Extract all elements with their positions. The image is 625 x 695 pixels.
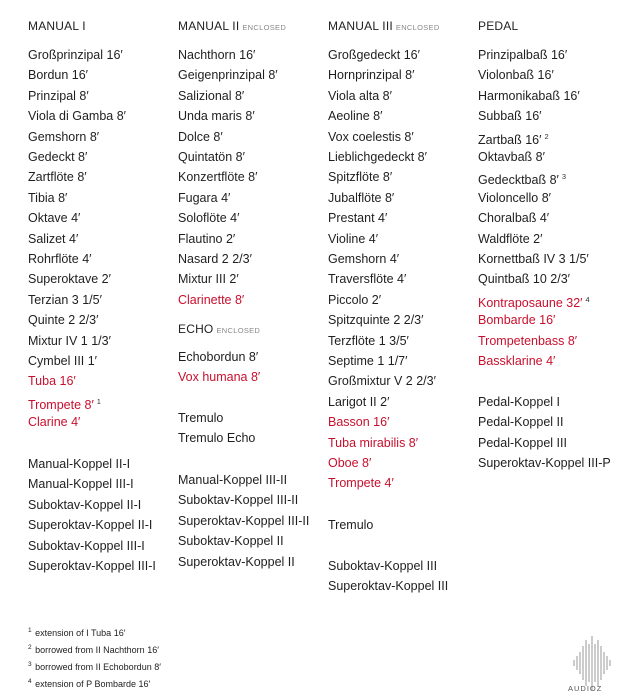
stop-item [28, 210, 80, 226]
stop-name: Oktave 4′ [28, 211, 81, 226]
footnote-ref: 3 [561, 172, 567, 182]
stop-name: Quintbaß 10 2/3′ [478, 272, 570, 287]
stop-name: Violonbaß 16′ [478, 68, 554, 83]
stop-name: Echobordun 8′ [178, 350, 259, 364]
coupler-item: Superoktav-Koppel III [328, 579, 449, 594]
stop-item [28, 353, 97, 369]
stop-name: Vox coelestis 8′ [328, 129, 414, 144]
enclosed-tag: ENCLOSED [242, 23, 287, 32]
stop-item [328, 190, 394, 206]
stop-item [178, 231, 235, 247]
stop-item [178, 369, 260, 385]
stop-item [478, 67, 554, 83]
stop-name: Waldflöte 2′ [478, 231, 543, 246]
stop-name: Septime 1 1/7′ [328, 354, 408, 368]
stop-item [28, 47, 123, 63]
enclosed-tag: ENCLOSED [395, 23, 440, 32]
stop-name: Mixtur IV 1 1/3′ [28, 333, 111, 348]
stop-name: Oktavbaß 8′ [478, 150, 545, 164]
footnote-text: borrowed from II Echobordun 8′ [35, 662, 161, 672]
footnote-number: 4 [28, 678, 32, 685]
stop-item [28, 129, 99, 145]
footnote-text: extension of I Tuba 16′ [35, 628, 126, 638]
stop-name: Konzertflöte 8′ [178, 170, 258, 185]
stop-name: Clarinette 8′ [178, 292, 245, 307]
coupler-item: Manual-Koppel III-II [178, 473, 288, 487]
stop-name: Tibia 8′ [28, 190, 68, 205]
stop-item [328, 67, 414, 83]
stop-name: Geigenprinzipal 8′ [178, 68, 278, 83]
stop-item [28, 88, 89, 104]
stop-item [28, 169, 87, 185]
stop-item [328, 271, 406, 287]
stop-item [478, 251, 589, 267]
stop-item [478, 210, 549, 226]
division-title: PEDAL [478, 19, 519, 33]
stop-item [328, 108, 382, 124]
stop-name: Viola di Gamba 8′ [28, 109, 127, 124]
stop-item [328, 47, 420, 63]
stop-name: Spitzquinte 2 2/3′ [328, 313, 424, 328]
stop-item [178, 271, 239, 287]
stop-name: Lieblichgedeckt 8′ [328, 150, 427, 164]
stop-item [28, 67, 88, 83]
footnote [28, 627, 125, 638]
coupler-item: Superoktav-Koppel III-P [478, 456, 611, 471]
stop-name: Nasard 2 2/3′ [178, 252, 252, 266]
stop-item [328, 292, 381, 308]
stop-name: Clarine 4′ [28, 415, 81, 430]
footnote-ref: 4 [585, 294, 590, 304]
stop-name: Mixtur III 2′ [178, 272, 239, 287]
stop-item [478, 353, 555, 369]
coupler-item: Suboktav-Koppel III [328, 559, 438, 573]
stop-name: Kornettbaß IV 3 1/5′ [478, 252, 589, 266]
stop-item [478, 88, 580, 104]
stop-name: Großmixtur V 2 2/3′ [328, 374, 436, 389]
stop-name: Traversflöte 4′ [328, 272, 407, 287]
division-title: ECHO [178, 322, 214, 336]
stop-name: Tuba 16′ [28, 374, 76, 389]
division-header [28, 19, 89, 33]
stop-name: Subbaß 16′ [478, 109, 542, 124]
coupler-item: Superoktav-Koppel II-I [28, 518, 153, 533]
stop-name: Spitzflöte 8′ [328, 170, 393, 185]
division-title: MANUAL II [178, 19, 240, 33]
stop-item [328, 353, 407, 369]
stop-name: Rohrflöte 4′ [28, 252, 92, 266]
coupler-item: Manual-Koppel III-I [28, 477, 134, 492]
stop-name: Salizional 8′ [178, 88, 245, 103]
coupler-item: Suboktav-Koppel II-I [28, 497, 142, 512]
footnote-ref: 2 [544, 131, 549, 141]
stop-item [178, 292, 244, 308]
coupler-item: Suboktav-Koppel III-I [28, 538, 145, 553]
coupler-item: Pedal-Koppel I [478, 395, 561, 409]
stop-name: Aeoline 8′ [328, 109, 383, 124]
stop-name: Violine 4′ [328, 231, 379, 246]
stop-item [328, 333, 409, 349]
stop-item [478, 231, 542, 247]
stop-item [328, 455, 371, 471]
stop-item [178, 210, 239, 226]
stop-item [478, 169, 566, 188]
stop-item [178, 67, 278, 83]
stop-item [178, 190, 230, 206]
stop-name: Dolce 8′ [178, 129, 223, 144]
tremulant-item: Tremulo [178, 411, 224, 425]
stop-item [28, 251, 92, 267]
stop-name: Quintatön 8′ [178, 150, 245, 164]
footnote-number: 3 [28, 661, 32, 668]
stop-name: Prinzipalbaß 16′ [478, 48, 568, 62]
stop-item [178, 47, 255, 63]
stop-item [178, 149, 245, 165]
stop-name: Unda maris 8′ [178, 109, 255, 124]
stop-item [28, 292, 102, 308]
stop-name: Bombarde 16′ [478, 313, 556, 328]
stop-name: Prinzipal 8′ [28, 88, 89, 103]
stop-name: Piccolo 2′ [328, 292, 382, 307]
stop-name: Basson 16′ [328, 415, 390, 430]
footnote-number: 1 [28, 627, 32, 634]
coupler-item: Pedal-Koppel III [478, 435, 567, 450]
stop-item [178, 108, 255, 124]
stop-item [28, 414, 80, 430]
stop-item [28, 190, 67, 206]
coupler-item: Superoktav-Koppel II [178, 554, 295, 569]
footnote [28, 644, 159, 655]
stop-item [178, 251, 252, 267]
stop-name: Harmonikabaß 16′ [478, 88, 580, 103]
stop-item [328, 475, 394, 491]
footnote [28, 661, 161, 672]
stop-item [328, 231, 378, 247]
stop-name: Trompete 4′ [328, 476, 394, 491]
stop-name: Gemshorn 4′ [328, 252, 400, 266]
stop-name: Trompete 8′ [28, 397, 94, 412]
coupler-item: Manual-Koppel II-I [28, 457, 131, 471]
tremulant-item: Tremulo [328, 518, 374, 532]
stop-name: Gedeckt 8′ [28, 150, 88, 164]
stop-item [178, 129, 223, 145]
stop-item [178, 349, 258, 365]
stop-item [478, 149, 545, 165]
footnote-ref: 1 [96, 396, 101, 406]
division-title: MANUAL I [28, 19, 86, 33]
stop-item [328, 435, 418, 451]
stop-item [478, 271, 570, 287]
coupler-item: Superoktav-Koppel III-II [178, 513, 310, 528]
stop-item [28, 231, 78, 247]
stop-item [478, 292, 590, 311]
coupler-item: Suboktav-Koppel III-II [178, 493, 299, 508]
stop-name: Salizet 4′ [28, 231, 79, 246]
stop-name: Violoncello 8′ [478, 190, 551, 205]
stop-name: Nachthorn 16′ [178, 48, 256, 62]
stop-item [328, 129, 414, 145]
stop-item [28, 373, 76, 389]
stop-name: Fugara 4′ [178, 190, 231, 205]
stop-name: Vox humana 8′ [178, 370, 261, 385]
stop-name: Oboe 8′ [328, 456, 372, 470]
audio-wave-icon [562, 632, 622, 692]
stop-name: Gedecktbaß 8′ [478, 173, 559, 188]
stop-item [328, 210, 387, 226]
stop-name: Trompetenbass 8′ [478, 333, 578, 348]
stop-name: Superoktave 2′ [28, 272, 111, 287]
stop-name: Terzflöte 1 3/5′ [328, 333, 409, 348]
stop-item [28, 149, 87, 165]
stop-name: Soloflöte 4′ [178, 211, 240, 226]
stop-name: Prestant 4′ [328, 211, 388, 226]
watermark-text: AUDIOZ [568, 684, 603, 693]
stop-item [328, 312, 423, 328]
stop-name: Zartflöte 8′ [28, 170, 87, 185]
stop-name: Bassklarine 4′ [478, 354, 556, 368]
footnote [28, 678, 150, 689]
stop-name: Tuba mirabilis 8′ [328, 435, 419, 450]
stop-item [328, 394, 389, 410]
footnote-text: extension of P Bombarde 16′ [35, 679, 151, 689]
stop-item [178, 169, 257, 185]
stop-name: Kontraposaune 32′ [478, 295, 583, 310]
stop-item [478, 108, 542, 124]
stop-item [28, 333, 111, 349]
stop-item [328, 414, 389, 430]
stop-name: Terzian 3 1/5′ [28, 292, 102, 307]
division-header [328, 19, 440, 33]
stop-item [328, 251, 399, 267]
stop-name: Bordun 16′ [28, 68, 89, 83]
stop-item [328, 373, 436, 389]
stop-item [478, 312, 555, 328]
stop-item [328, 169, 392, 185]
stop-name: Viola alta 8′ [328, 88, 392, 103]
stop-name: Flautino 2′ [178, 231, 236, 246]
stop-name: Jubalflöte 8′ [328, 190, 395, 205]
stop-item [478, 333, 577, 349]
stop-item [28, 312, 98, 328]
footnote-text: borrowed from II Nachthorn 16′ [35, 645, 159, 655]
stop-name: Gemshorn 8′ [28, 129, 100, 144]
stop-name: Hornprinzipal 8′ [328, 68, 415, 83]
stop-item [28, 271, 111, 287]
stop-item [28, 394, 101, 413]
stop-item [478, 129, 549, 148]
division-title: MANUAL III [328, 19, 393, 33]
tremulant-item: Tremulo Echo [178, 431, 256, 446]
division-header [178, 322, 260, 336]
stop-name: Großprinzipal 16′ [28, 48, 123, 62]
coupler-item: Suboktav-Koppel II [178, 534, 284, 549]
division-header [478, 19, 521, 33]
stop-name: Larigot II 2′ [328, 394, 390, 409]
division-header [178, 19, 286, 33]
stop-item [328, 88, 392, 104]
stop-item [178, 88, 244, 104]
stop-item [328, 149, 427, 165]
stop-item [478, 190, 551, 206]
stop-item [28, 108, 126, 124]
stop-name: Quinte 2 2/3′ [28, 313, 99, 328]
stop-name: Zartbaß 16′ [478, 132, 542, 147]
stop-name: Cymbel III 1′ [28, 354, 98, 368]
footnote-number: 2 [28, 644, 32, 651]
stop-item [478, 47, 567, 63]
enclosed-tag: ENCLOSED [216, 326, 261, 335]
stop-name: Großgedeckt 16′ [328, 48, 420, 62]
coupler-item: Superoktav-Koppel III-I [28, 559, 156, 573]
coupler-item: Pedal-Koppel II [478, 415, 564, 430]
stop-name: Choralbaß 4′ [478, 211, 550, 226]
